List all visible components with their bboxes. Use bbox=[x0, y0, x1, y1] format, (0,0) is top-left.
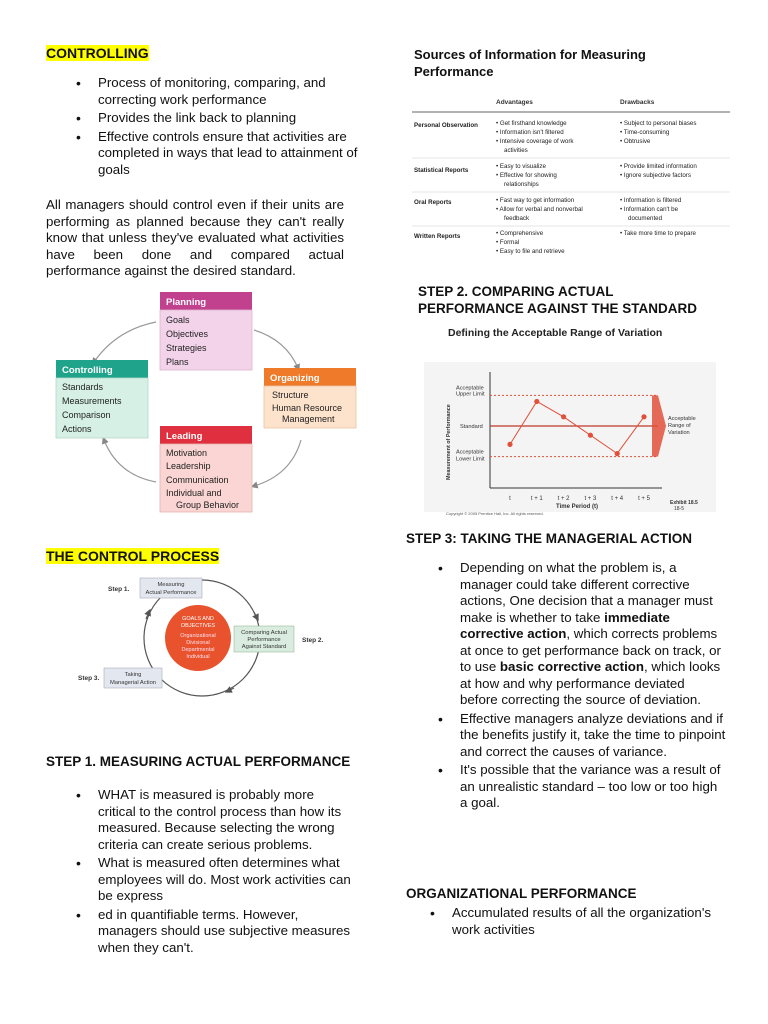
svg-text:Organizational: Organizational bbox=[180, 633, 216, 639]
organizing-box bbox=[264, 368, 356, 428]
svg-text:Communication: Communication bbox=[166, 475, 229, 485]
svg-text:Organizing: Organizing bbox=[270, 373, 320, 384]
svg-text:Leading: Leading bbox=[166, 431, 203, 442]
svg-text:Leadership: Leadership bbox=[166, 461, 211, 471]
svg-text:Comparison: Comparison bbox=[62, 410, 111, 420]
svg-text:Step 1.: Step 1. bbox=[108, 586, 130, 593]
range-label: Acceptable bbox=[668, 416, 696, 422]
upper-limit-label: Acceptable bbox=[456, 385, 484, 392]
svg-text:Standards: Standards bbox=[62, 382, 104, 392]
svg-text:• Get firsthand knowledge: • Get firsthand knowledge bbox=[496, 120, 567, 127]
arrow-icon bbox=[104, 440, 156, 482]
svg-text:Measuring: Measuring bbox=[157, 582, 185, 588]
variation-chart bbox=[412, 322, 728, 518]
org-performance-heading: ORGANIZATIONAL PERFORMANCE bbox=[406, 886, 637, 901]
svg-text:Oral Reports: Oral Reports bbox=[414, 199, 452, 206]
svg-text:• Easy to file and retrieve: • Easy to file and retrieve bbox=[496, 248, 565, 255]
data-point bbox=[561, 414, 566, 419]
lower-limit-label: Lower Limit bbox=[456, 456, 485, 463]
svg-text:Strategies: Strategies bbox=[166, 343, 207, 353]
control-process-diagram bbox=[74, 574, 330, 700]
svg-text:• Obtrusive: • Obtrusive bbox=[620, 138, 651, 145]
svg-text:• Information can't be: • Information can't be bbox=[620, 206, 679, 213]
svg-text:Written Reports: Written Reports bbox=[414, 233, 461, 240]
list-item: • It's possible that the variance was a result of an unrealistic standard – too low or too high a goal. bbox=[434, 762, 726, 812]
svg-text:• Fast way to get information: • Fast way to get information bbox=[496, 197, 575, 204]
svg-text:activities: activities bbox=[504, 147, 528, 154]
table-row bbox=[414, 230, 697, 255]
controlling-box bbox=[56, 360, 148, 438]
svg-text:Group Behavior: Group Behavior bbox=[176, 500, 240, 510]
svg-text:Objectives: Objectives bbox=[166, 329, 209, 339]
svg-text:Step 3.: Step 3. bbox=[78, 675, 100, 682]
step1-bullets bbox=[72, 787, 354, 958]
list-item: • Provides the link back to planning bbox=[72, 110, 364, 127]
controlling-bullets bbox=[72, 75, 364, 180]
range-label: Range of bbox=[668, 423, 691, 429]
leading-box bbox=[160, 426, 252, 512]
x-axis-label: Time Period (t) bbox=[556, 504, 598, 510]
list-item: • Effective managers analyze deviations and if the benefits justify it, take the time to pinpoint and correct the causes of variance. bbox=[434, 711, 726, 761]
svg-text:Divisional: Divisional bbox=[186, 640, 210, 646]
svg-text:• Formal: • Formal bbox=[496, 239, 520, 246]
arrow-icon bbox=[254, 440, 301, 486]
svg-text:Individual: Individual bbox=[186, 654, 210, 660]
svg-text:Structure: Structure bbox=[272, 390, 309, 400]
lower-limit-label: Acceptable bbox=[456, 449, 484, 456]
data-point bbox=[641, 414, 646, 419]
svg-text:Actions: Actions bbox=[62, 424, 92, 434]
table-row bbox=[414, 120, 696, 154]
svg-text:Motivation: Motivation bbox=[166, 448, 208, 458]
sources-table bbox=[412, 92, 730, 255]
x-tick-label: t + 1 bbox=[530, 496, 543, 502]
y-axis-label: Measurement of Performance bbox=[446, 404, 452, 480]
list-item: • ed in quantifiable terms. However, managers should use subjective measures when they can't. bbox=[72, 907, 354, 957]
data-point bbox=[615, 451, 620, 456]
svg-text:Against Standard: Against Standard bbox=[241, 644, 287, 650]
x-tick-label: t + 4 bbox=[611, 496, 624, 502]
svg-text:OBJECTIVES: OBJECTIVES bbox=[180, 623, 216, 629]
range-label: Variation bbox=[668, 430, 690, 436]
svg-text:Taking: Taking bbox=[124, 672, 142, 678]
svg-text:Performance: Performance bbox=[247, 637, 281, 643]
x-tick-label: t + 5 bbox=[638, 496, 650, 502]
x-tick-label: t + 3 bbox=[584, 496, 597, 502]
standard-label: Standard bbox=[460, 424, 483, 430]
svg-text:feedback: feedback bbox=[504, 215, 530, 222]
svg-text:relationships: relationships bbox=[504, 181, 539, 188]
svg-text:• Information isn't filtered: • Information isn't filtered bbox=[496, 129, 564, 136]
svg-text:• Comprehensive: • Comprehensive bbox=[496, 230, 544, 237]
x-tick-label: t bbox=[509, 496, 511, 502]
svg-text:Planning: Planning bbox=[166, 297, 207, 308]
svg-text:Goals: Goals bbox=[166, 315, 190, 325]
sources-heading: Sources of Information for Measuring Performance bbox=[414, 47, 646, 79]
svg-text:Step 2.: Step 2. bbox=[302, 637, 324, 644]
step2-heading: STEP 2. COMPARING ACTUAL PERFORMANCE AGAINST THE STANDARD bbox=[418, 284, 697, 316]
control-process-heading: THE CONTROL PROCESS bbox=[46, 548, 220, 564]
svg-text:Advantages: Advantages bbox=[496, 99, 533, 106]
list-item: • WHAT is measured is probably more critical to the control process than how its measured. Because selecting the wrong criteria can create serious problems. bbox=[72, 787, 354, 853]
step3-bullets bbox=[434, 560, 726, 814]
svg-text:Controlling: Controlling bbox=[62, 365, 113, 376]
svg-text:• Effective for showing: • Effective for showing bbox=[496, 172, 557, 179]
svg-text:Personal Observation: Personal Observation bbox=[414, 122, 478, 129]
list-item: • Accumulated results of all the organization's work activities bbox=[426, 905, 726, 938]
svg-text:• Information is filtered: • Information is filtered bbox=[620, 197, 682, 204]
upper-limit-label: Upper Limit bbox=[456, 391, 485, 398]
org-bullets bbox=[426, 905, 726, 940]
arrow-icon bbox=[254, 330, 298, 368]
svg-text:• Take more time to prepare: • Take more time to prepare bbox=[620, 230, 696, 237]
svg-text:• Ignore subjective factors: • Ignore subjective factors bbox=[620, 172, 691, 179]
step1-heading: STEP 1. MEASURING ACTUAL PERFORMANCE bbox=[46, 754, 351, 769]
svg-text:Statistical Reports: Statistical Reports bbox=[414, 167, 469, 174]
svg-text:Measurements: Measurements bbox=[62, 396, 122, 406]
svg-text:documented: documented bbox=[628, 215, 663, 222]
intro-paragraph: All managers should control even if their units are performing as planned because they can't really know that unless they've evaluated what activities have been done and compared actual performance against the desired standard. bbox=[46, 197, 344, 278]
step3-heading: STEP 3: TAKING THE MANAGERIAL ACTION bbox=[406, 531, 693, 546]
exhibit-label: Exhibit 18.5 bbox=[670, 500, 698, 506]
table-row bbox=[414, 163, 697, 188]
svg-text:GOALS AND: GOALS AND bbox=[182, 616, 214, 622]
x-tick-label: t + 2 bbox=[557, 496, 570, 502]
svg-text:Actual Performance: Actual Performance bbox=[145, 590, 197, 596]
copyright-text: Copyright © 2005 Prentice Hall, Inc. All rights reserved. bbox=[446, 511, 544, 516]
svg-text:Individual and: Individual and bbox=[166, 488, 222, 498]
svg-text:Managerial Action: Managerial Action bbox=[109, 680, 157, 686]
list-item: • Process of monitoring, comparing, and correcting work performance bbox=[72, 75, 364, 108]
list-item: • Effective controls ensure that activities are completed in ways that lead to attainment of goals bbox=[72, 129, 364, 179]
arrow-icon bbox=[94, 322, 156, 362]
svg-text:• Subject to personal biases: • Subject to personal biases bbox=[620, 120, 697, 127]
planning-box bbox=[160, 292, 252, 370]
svg-text:• Easy to visualize: • Easy to visualize bbox=[496, 163, 546, 170]
svg-text:Plans: Plans bbox=[166, 357, 189, 367]
svg-text:Management: Management bbox=[282, 414, 335, 424]
svg-text:Comparing Actual: Comparing Actual bbox=[241, 630, 287, 636]
management-cycle-diagram bbox=[46, 290, 364, 515]
svg-text:Drawbacks: Drawbacks bbox=[620, 99, 655, 106]
svg-text:• Intensive coverage of work: • Intensive coverage of work bbox=[496, 138, 574, 145]
data-point bbox=[588, 433, 593, 438]
controlling-heading: CONTROLLING bbox=[46, 45, 149, 61]
table-row bbox=[414, 197, 682, 222]
list-item: • Depending on what the problem is, a manager could take different corrective actions, One decision that a manager must make is whether to take immediate corrective action, which corrects problems at once to get performance back on track, or to use basic corrective action, which looks at how and why performance deviated before correcting the source of deviation. bbox=[434, 560, 726, 709]
svg-text:• Allow for verbal and nonverb: • Allow for verbal and nonverbal bbox=[496, 206, 583, 213]
svg-text:Human Resource: Human Resource bbox=[272, 403, 343, 413]
chart-title: Defining the Acceptable Range of Variation bbox=[448, 327, 663, 339]
data-point bbox=[534, 399, 539, 404]
svg-text:• Provide limited information: • Provide limited information bbox=[620, 163, 697, 170]
svg-text:• Time-consuming: • Time-consuming bbox=[620, 129, 670, 136]
data-point bbox=[507, 442, 512, 447]
svg-text:Departmental: Departmental bbox=[181, 647, 215, 653]
list-item: • What is measured often determines what employees will do. Most work activities can be express bbox=[72, 855, 354, 905]
page-ref: 18-5 bbox=[674, 506, 685, 512]
